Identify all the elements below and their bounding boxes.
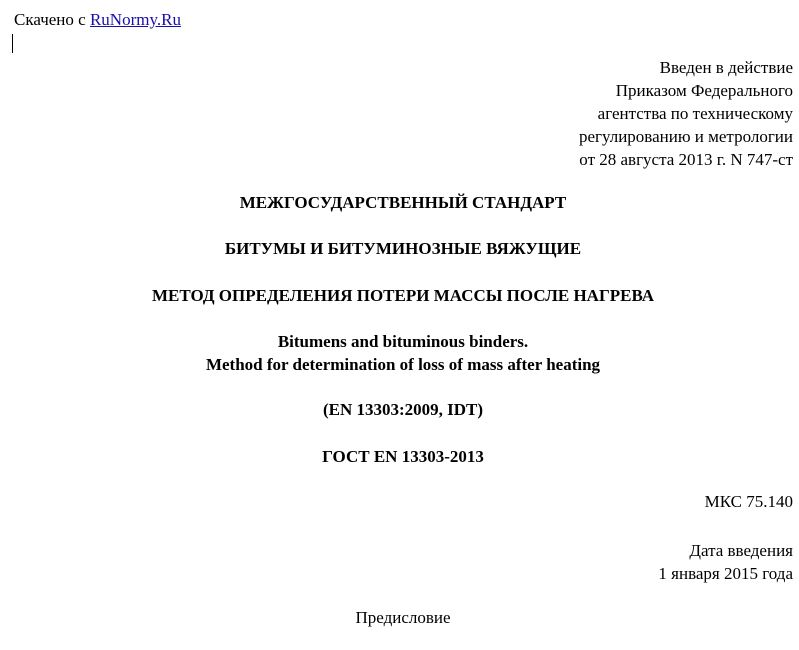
effective-date-value: 1 января 2015 года (658, 564, 793, 583)
approval-line: Приказом Федерального (615, 81, 793, 100)
effective-date-label: Дата введения (689, 541, 793, 560)
approval-block (579, 56, 793, 171)
standard-type-heading: МЕЖГОСУДАРСТВЕННЫЙ СТАНДАРТ (239, 193, 567, 212)
approval-line: агентства по техническому (597, 104, 793, 123)
approval-line: регулированию и метрологии (578, 127, 793, 146)
english-title-line-2: Method for determination of loss of mass after heating (205, 355, 601, 374)
download-source-prefix: Скачено с (14, 10, 90, 29)
approval-line: Введен в действие (659, 58, 793, 77)
approval-line: от 28 августа 2013 г. N 747-ст (579, 150, 793, 169)
download-source-line (14, 9, 181, 31)
equivalence-note: (EN 13303:2009, IDT) (322, 400, 484, 419)
classification-code: МКС 75.140 (704, 492, 793, 511)
english-title (0, 330, 799, 376)
effective-date-block (658, 539, 793, 585)
foreword-heading: Предисловие (355, 608, 451, 627)
title-line-1: БИТУМЫ И БИТУМИНОЗНЫЕ ВЯЖУЩИЕ (224, 239, 582, 258)
english-title-line-1: Bitumens and bituminous binders. (277, 332, 529, 351)
standard-designation: ГОСТ EN 13303-2013 (322, 447, 484, 466)
text-cursor (12, 34, 13, 53)
title-line-2: МЕТОД ОПРЕДЕЛЕНИЯ ПОТЕРИ МАССЫ ПОСЛЕ НАГРЕВА (151, 286, 655, 305)
source-link[interactable]: RuNormy.Ru (89, 10, 181, 29)
